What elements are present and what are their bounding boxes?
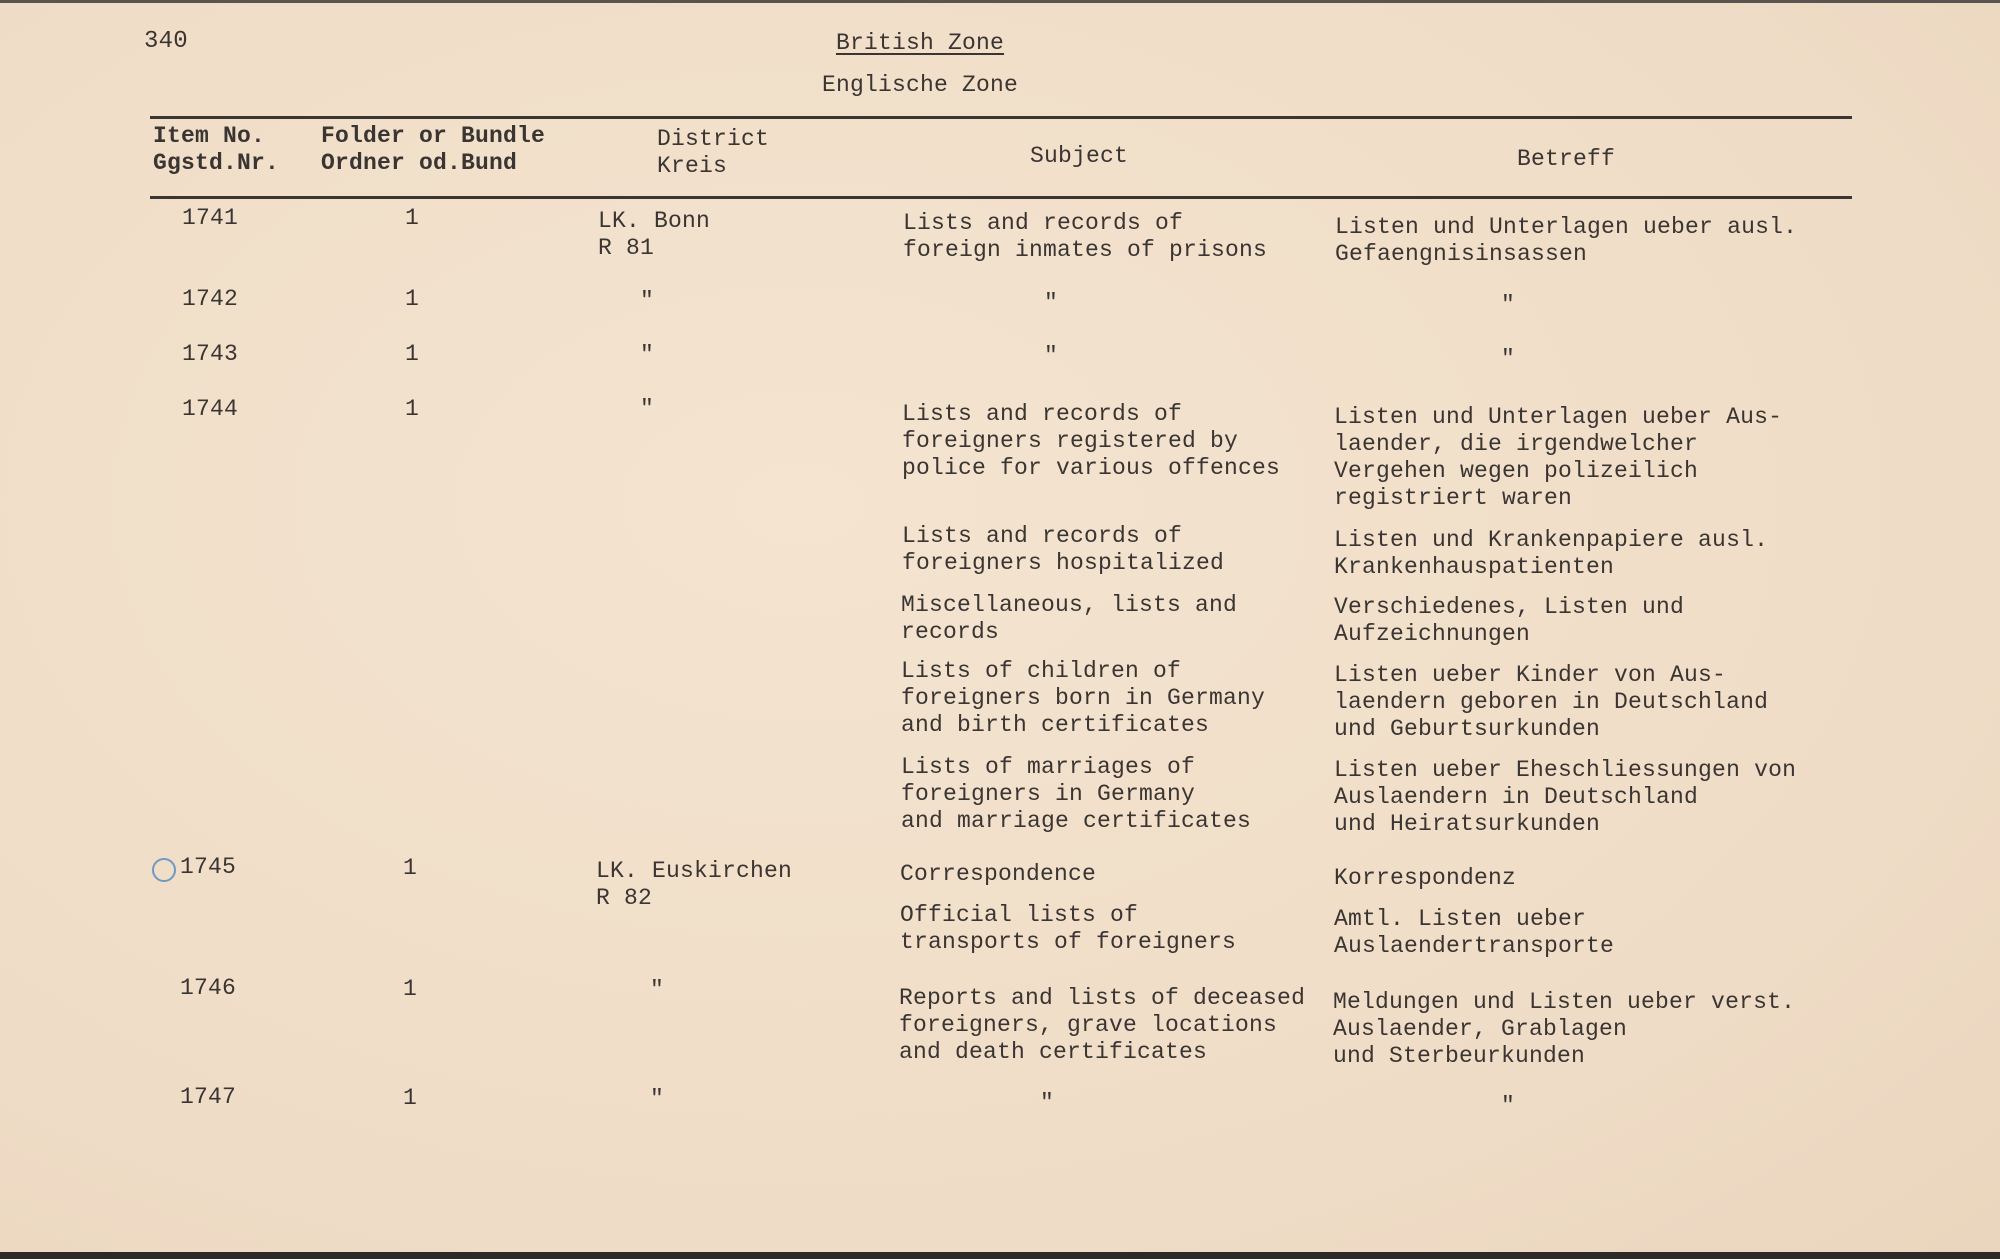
scan-edge-bottom	[0, 1252, 2000, 1259]
subject-ditto: "	[1040, 1090, 1055, 1116]
folder-number: 1	[405, 341, 420, 367]
item-number: 1743	[182, 341, 239, 367]
betreff: Korrespondenz	[1334, 865, 1517, 891]
item-number: 1747	[180, 1084, 237, 1110]
betreff: Verschiedenes, Listen und Aufzeichnungen	[1334, 594, 1685, 647]
item-number: 1742	[182, 286, 239, 312]
district-ditto: "	[640, 396, 655, 422]
header-subject: Subject	[1030, 143, 1129, 169]
subject: Correspondence	[900, 861, 1097, 887]
district-ditto: "	[640, 288, 655, 314]
subject: Lists and records of foreigners hospitalized	[902, 523, 1225, 576]
header-top-rule	[150, 116, 1852, 119]
subject: Lists of children of foreigners born in Germany and birth certificates	[901, 658, 1266, 738]
header-betreff: Betreff	[1517, 146, 1616, 172]
header-item-no: Item No. Ggstd.Nr.	[153, 123, 280, 176]
district-ditto: "	[650, 977, 665, 1003]
page-number: 340	[144, 28, 188, 55]
subject-ditto: "	[1044, 343, 1059, 369]
betreff: Listen und Unterlagen ueber ausl. Gefaengnisinsassen	[1335, 214, 1798, 267]
betreff: Amtl. Listen ueber Auslaendertransporte	[1334, 906, 1615, 959]
district: LK. Bonn R 81	[598, 208, 711, 261]
page-title: British Zone	[835, 30, 1005, 56]
subject: Reports and lists of deceased foreigners, grave locations and death certificates	[899, 985, 1306, 1065]
folder-number: 1	[403, 976, 418, 1002]
folder-number: 1	[403, 855, 418, 881]
folder-number: 1	[405, 205, 420, 231]
subject: Official lists of transports of foreigners	[900, 902, 1237, 955]
betreff: Listen und Unterlagen ueber Aus- laender, die irgendwelcher Vergehen wegen polizeilich registriert waren	[1334, 404, 1783, 511]
header-district: District Kreis	[657, 126, 770, 179]
betreff-ditto: "	[1501, 292, 1516, 318]
header-folder: Folder or Bundle Ordner od.Bund	[321, 123, 546, 176]
district-ditto: "	[640, 342, 655, 368]
district-ditto: "	[650, 1086, 665, 1112]
folder-number: 1	[403, 1085, 418, 1111]
betreff: Listen und Krankenpapiere ausl. Krankenhauspatienten	[1334, 527, 1769, 580]
betreff-ditto: "	[1501, 346, 1516, 372]
betreff: Listen ueber Kinder von Aus- laendern geboren in Deutschland und Geburtsurkunden	[1334, 662, 1769, 742]
circle-mark	[152, 858, 176, 882]
folder-number: 1	[405, 396, 420, 422]
item-number: 1741	[182, 205, 239, 231]
item-number: 1745	[180, 854, 237, 880]
scan-edge-top	[0, 0, 2000, 3]
district: LK. Euskirchen R 82	[596, 858, 793, 911]
subject: Lists and records of foreign inmates of prisons	[903, 210, 1268, 263]
subject: Lists of marriages of foreigners in Germany and marriage certificates	[901, 754, 1252, 834]
folder-number: 1	[405, 286, 420, 312]
header-bottom-rule	[150, 196, 1852, 199]
betreff: Listen ueber Eheschliessungen von Auslaendern in Deutschland und Heiratsurkunden	[1334, 757, 1797, 837]
subject-ditto: "	[1044, 290, 1059, 316]
subject: Lists and records of foreigners registered by police for various offences	[902, 401, 1281, 481]
item-number: 1744	[182, 396, 239, 422]
subject: Miscellaneous, lists and records	[901, 592, 1238, 645]
item-number: 1746	[180, 975, 237, 1001]
betreff-ditto: "	[1501, 1093, 1516, 1119]
betreff: Meldungen und Listen ueber verst. Auslaender, Grablagen und Sterbeurkunden	[1333, 989, 1796, 1069]
page-subtitle: Englische Zone	[821, 72, 1019, 98]
